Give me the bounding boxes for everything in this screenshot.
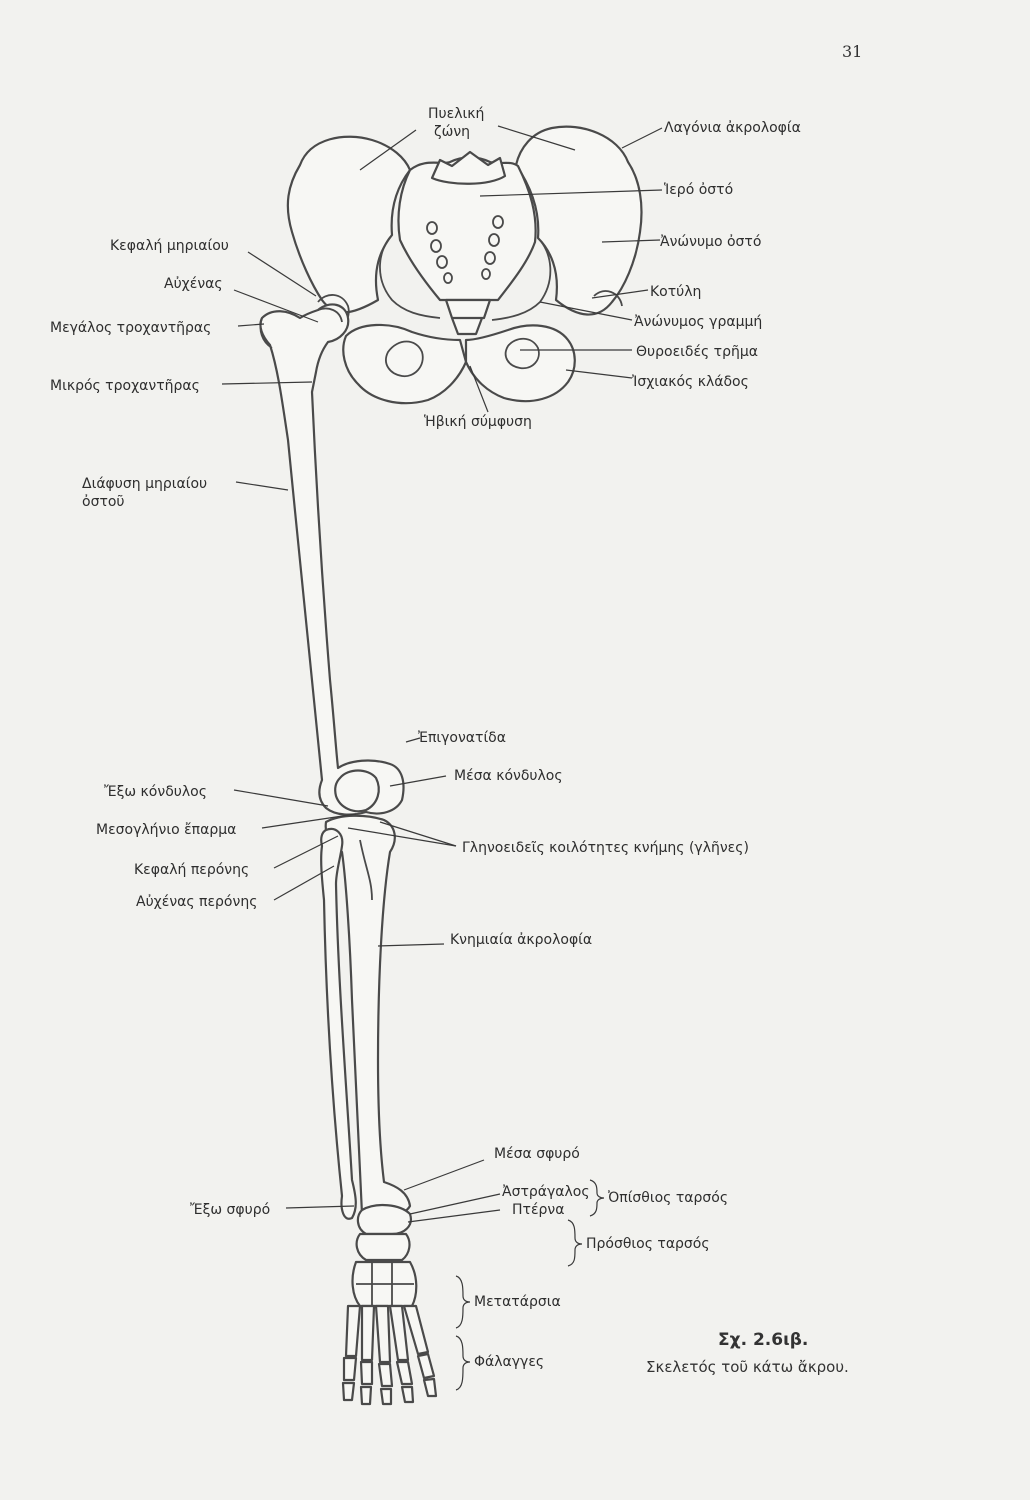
figure-number: Σχ. 2.6ιβ. (718, 1330, 809, 1350)
label-innominate-line: Ἀνώνυμος γραμμή (634, 314, 763, 330)
label-talus: Ἀστράγαλος (502, 1184, 590, 1200)
label-calcaneus: Πτέρνα (512, 1202, 565, 1218)
brace-metatarsals (456, 1276, 470, 1328)
label-fibula-head: Κεφαλή περόνης (134, 862, 250, 878)
label-sacrum: Ἱερό ὀστό (664, 182, 734, 198)
label-medial-condyle: Μέσα κόνδυλος (454, 768, 563, 784)
label-obturator-foramen: Θυροειδές τρῆμα (636, 344, 759, 360)
patella-bone (335, 771, 379, 812)
label-phalanges: Φάλαγγες (474, 1354, 545, 1370)
label-femur-shaft-2: ὀστοῦ (82, 494, 125, 510)
label-patella: Ἐπιγονατίδα (418, 730, 506, 746)
pelvis-drawing (288, 127, 642, 404)
label-pubic-symphysis: Ἡβική σύμφυση (424, 414, 532, 430)
brace-anterior-tarsus (568, 1220, 582, 1266)
right-pubis-ischium (466, 325, 575, 401)
coccyx (446, 300, 490, 334)
label-metatarsals: Μετατάρσια (474, 1294, 561, 1310)
label-lateral-malleolus: Ἔξω σφυρό (190, 1202, 271, 1218)
label-pelvic-girdle-1: Πυελική (428, 106, 485, 122)
calcaneus-bone (357, 1234, 410, 1260)
label-neck: Αὐχένας (164, 276, 223, 292)
label-tibial-crest: Κνημιαία ἀκρολοφία (450, 932, 593, 948)
label-anterior-tarsus: Πρόσθιος ταρσός (586, 1236, 710, 1252)
label-femur-head: Κεφαλή μηριαίου (110, 238, 229, 254)
label-acetabulum: Κοτύλη (650, 284, 702, 300)
sacral-base (432, 152, 505, 184)
label-fibula-neck: Αὐχένας περόνης (136, 894, 258, 910)
label-posterior-tarsus: Ὀπίσθιος ταρσός (608, 1190, 729, 1206)
left-ilium (288, 137, 410, 313)
label-pelvic-girdle-2: ζώνη (434, 124, 471, 140)
label-lesser-trochanter: Μικρός τροχαντῆρας (50, 378, 200, 394)
label-iliac-crest: Λαγόνια ἀκρολοφία (664, 120, 801, 136)
label-ischial-ramus: Ἰσχιακός κλάδος (632, 374, 749, 390)
talus-bone (358, 1205, 411, 1234)
leg-bones-drawing (321, 816, 410, 1219)
diagram-labels (50, 106, 801, 1370)
foot-drawing (343, 1205, 436, 1404)
label-innominate: Ἀνώνυμο ὀστό (660, 234, 762, 250)
label-greater-trochanter: Μεγάλος τροχαντῆρας (50, 320, 212, 336)
figure-caption: Σκελετός τοῦ κάτω ἄκρου. (646, 1358, 849, 1376)
label-glenoid-cavities: Γληνοειδεῖς κοιλότητες κνήμης (γλῆνες) (462, 840, 749, 856)
label-lateral-condyle: Ἔξω κόνδυλος (104, 784, 207, 800)
label-femur-shaft-1: Διάφυση μηριαίου (82, 476, 208, 492)
label-medial-malleolus: Μέσα σφυρό (494, 1146, 580, 1162)
label-intercondylar: Μεσογλήνιο ἔπαρμα (96, 822, 237, 838)
left-pubis-ischium (343, 325, 466, 403)
brace-posterior-tarsus (590, 1180, 604, 1216)
brace-phalanges (456, 1336, 470, 1390)
metatarsal-bones (346, 1306, 428, 1362)
page-number: 31 (842, 42, 863, 61)
